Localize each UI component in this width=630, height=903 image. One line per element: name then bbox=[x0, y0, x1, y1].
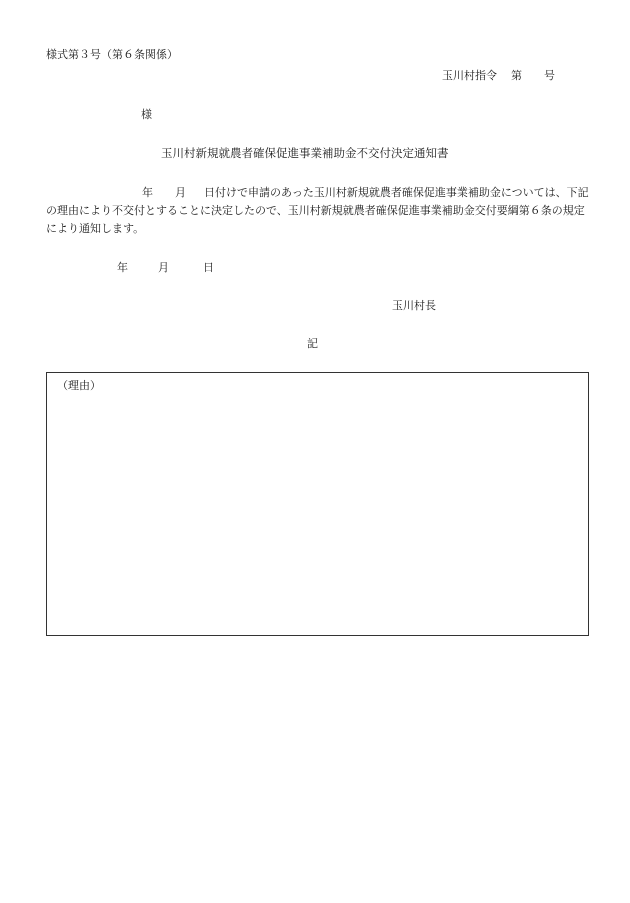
body-year-label: 年 bbox=[142, 186, 153, 199]
date-day: 日 bbox=[203, 261, 214, 274]
form-number: 様式第３号（第６条関係） bbox=[46, 48, 178, 61]
body-text: 日付けで申請のあった玉川村新規就農者確保促進事業補助金については、下記の理由により不交付とすることに決定したので、玉川村新規就農者確保促進事業補助金交付要綱第６条の規定により通知します。 bbox=[46, 186, 589, 235]
date-month: 月 bbox=[158, 261, 169, 274]
document-number bbox=[442, 70, 555, 81]
doc-issuer-ref: 玉川村指令 bbox=[442, 69, 497, 82]
doc-number-dai: 第 bbox=[511, 69, 522, 82]
ki-heading: 記 bbox=[307, 337, 318, 350]
reason-box bbox=[46, 372, 589, 636]
body-paragraph bbox=[46, 184, 590, 238]
recipient-suffix: 様 bbox=[141, 108, 152, 121]
date-year: 年 bbox=[117, 261, 128, 274]
document-title: 玉川村新規就農者確保促進事業補助金不交付決定通知書 bbox=[161, 146, 449, 160]
reason-label: （理由） bbox=[57, 379, 101, 392]
date-line bbox=[117, 262, 214, 273]
body-month-label: 月 bbox=[175, 186, 186, 199]
issuer-name: 玉川村長 bbox=[392, 299, 436, 312]
doc-number-go: 号 bbox=[544, 69, 555, 82]
